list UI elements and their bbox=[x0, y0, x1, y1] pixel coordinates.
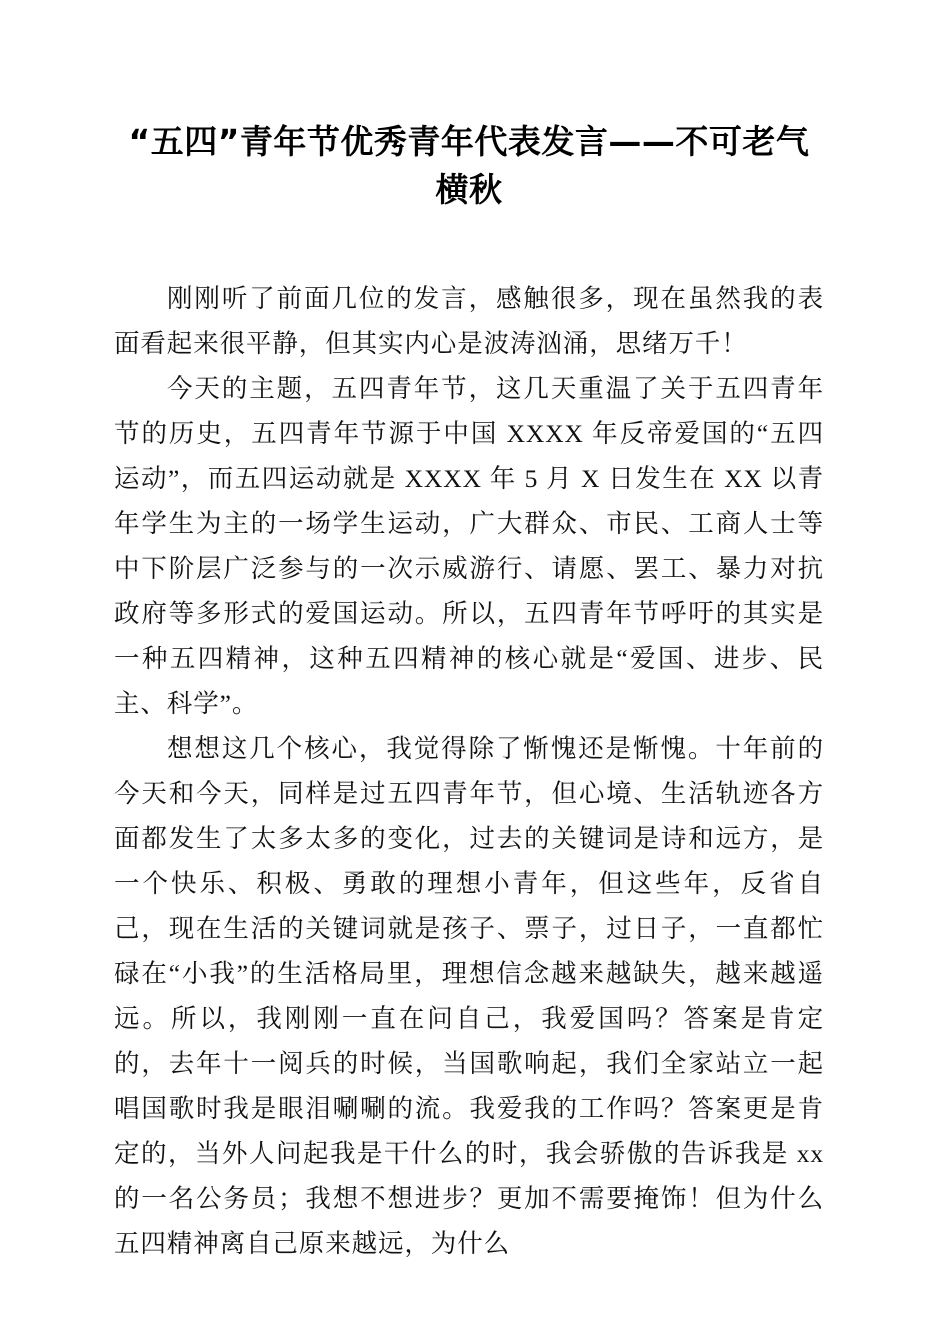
body-text bbox=[114, 276, 824, 1266]
body-paragraph: 想想这几个核心，我觉得除了惭愧还是惭愧。十年前的今天和今天，同样是过五四青年节，但心境、生活轨迹各方面都发生了太多太多的变化，过去的关键词是诗和远方，是一个快乐、积极、勇敢的理想小青年，但这些年，反省自己，现在生活的关键词就是孩子、票子，过日子，一直都忙碌在“小我”的生活格局里，理想信念越来越缺失，越来越遥远。所以，我刚刚一直在问自己，我爱国吗？答案是肯定的，去年十一阅兵的时候，当国歌响起，我们全家站立一起唱国歌时我是眼泪唰唰的流。我爱我的工作吗？答案更是肯定的，当外人问起我是干什么的时，我会骄傲的告诉我是 xx 的一名公务员；我想不想进步？更加不需要掩饰！但为什么五四精神离自己原来越远，为什么 bbox=[114, 734, 824, 1258]
document-body bbox=[114, 0, 824, 1258]
body-paragraph: 今天的主题，五四青年节，这几天重温了关于五四青年节的历史，五四青年节源于中国 XXXX 年反帝爱国的“五四运动”，而五四运动就是 XXXX 年 5 月 X 日发生在 XX 以青年学生为主的一场学生运动，广大群众、市民、工商人士等中下阶层广泛参与的一次示威游行、请愿、罢工、暴力对抗政府等多形式的爱国运动。所以，五四青年节呼吁的其实是一种五四精神，这种五四精神的核心就是“爱国、进步、民主、科学”。 bbox=[114, 374, 824, 718]
body-paragraph: 刚刚听了前面几位的发言，感触很多，现在虽然我的表面看起来很平静，但其实内心是波涛汹涌，思绪万千！ bbox=[114, 284, 824, 358]
page-title: “五四”青年节优秀青年代表发言——不可老气横秋 bbox=[128, 122, 810, 209]
